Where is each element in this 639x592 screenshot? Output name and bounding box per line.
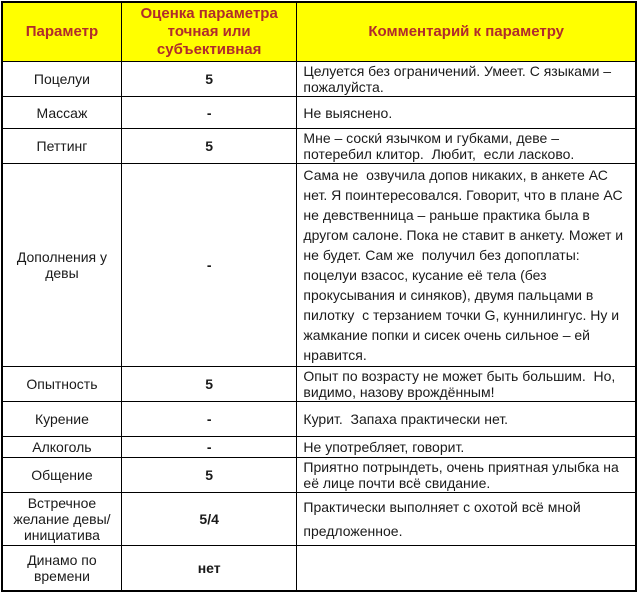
table-row: [2, 129, 636, 164]
parameters-table: [1, 1, 637, 592]
score-cell: нет: [121, 546, 297, 592]
score-cell: -: [121, 97, 297, 129]
comment-cell: Не выяснено.: [297, 97, 636, 129]
table-row: [2, 437, 636, 458]
table-row: [2, 493, 636, 546]
score-cell: -: [121, 402, 297, 437]
comment-cell: Целуется без ограничений. Умеет. С языками – пожалуйста.: [297, 62, 636, 97]
header-cell-parameter: Параметр: [2, 2, 121, 62]
score-cell: 5: [121, 367, 297, 402]
header-cell-comment: Комментарий к параметру: [297, 2, 636, 62]
param-cell: Курение: [2, 402, 121, 437]
score-cell: -: [121, 164, 297, 367]
table-row: [2, 367, 636, 402]
comment-cell: Практически выполняет с охотой всё мной предложенное.: [297, 493, 636, 546]
score-cell: -: [121, 437, 297, 458]
param-cell: Встречное желание девы/ инициатива: [2, 493, 121, 546]
param-cell: Дополнения у девы: [2, 164, 121, 367]
table-row: [2, 402, 636, 437]
comment-cell: Курит. Запаха практически нет.: [297, 402, 636, 437]
header-cell-score: Оценка параметра точная или субъективная: [121, 2, 297, 62]
param-cell: Общение: [2, 458, 121, 493]
param-cell: Опытность: [2, 367, 121, 402]
table-row: [2, 97, 636, 129]
comment-cell: Приятно потрындеть, очень приятная улыбка на её лице почти всё свидание.: [297, 458, 636, 493]
table-row: [2, 62, 636, 97]
table-row: [2, 458, 636, 493]
table-header-row: [2, 2, 636, 62]
score-cell: 5: [121, 129, 297, 164]
table-row: [2, 164, 636, 367]
table-row: [2, 546, 636, 592]
comment-cell: Не употребляет, говорит.: [297, 437, 636, 458]
param-cell: Поцелуи: [2, 62, 121, 97]
param-cell: Массаж: [2, 97, 121, 129]
score-cell: 5: [121, 62, 297, 97]
param-cell: Алкоголь: [2, 437, 121, 458]
score-cell: 5/4: [121, 493, 297, 546]
param-cell: Петтинг: [2, 129, 121, 164]
param-cell: Динамо по времени: [2, 546, 121, 592]
score-cell: 5: [121, 458, 297, 493]
comment-cell: Сама не озвучила допов никаких, в анкете АС нет. Я поинтересовался. Говорит, что в плане АС не девственница – раньше практика была в другом салоне. Пока не ставит в анкету. Может и не будет. Сам же получил без допоплаты: поцелуи взасос, кусание её тела (без прокусывания и синяков), двумя пальцами в пилотку с терзанием точки G, куннилингус. Ну и жамкание попки и сисек очень сильное – ей нравится.: [297, 164, 636, 367]
comment-cell: Опыт по возрасту не может быть большим. Но, видимо, назову врождённым!: [297, 367, 636, 402]
comment-cell: Мне – соски́ язычком и губками, деве – потеребил клитор. Любит, если ласково.: [297, 129, 636, 164]
comment-cell: [297, 546, 636, 592]
